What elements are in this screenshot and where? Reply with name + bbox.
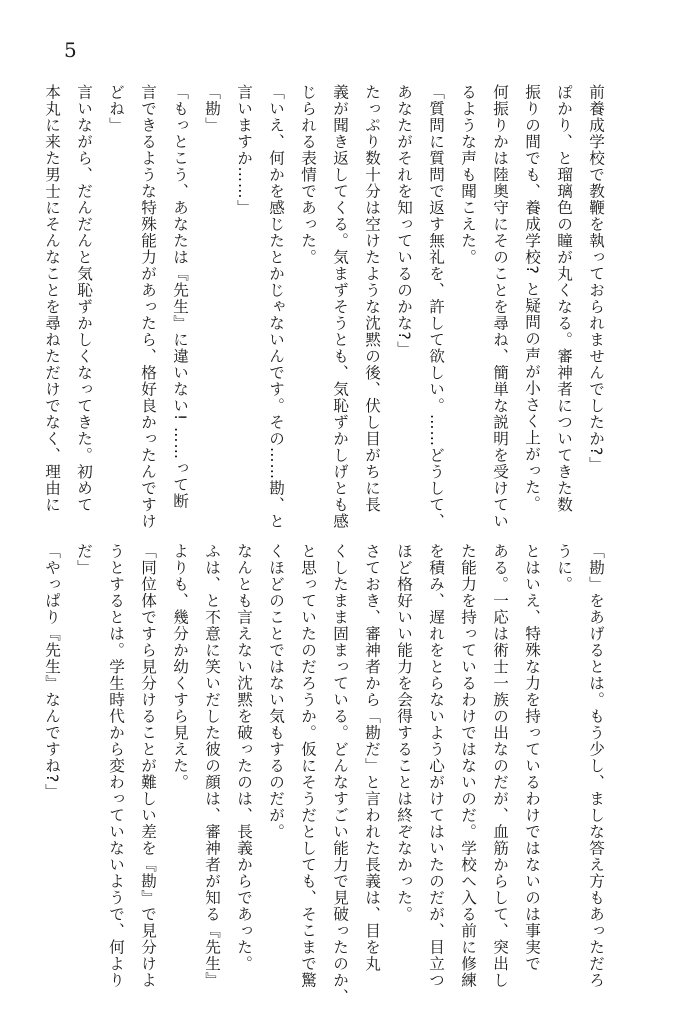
text-line: 言いますか……」: [235, 84, 253, 216]
text-line: ある。一応は術士一族の出なのだが、血筋からして、突出し: [491, 543, 509, 989]
text-line: るような声も聞こえた。: [459, 84, 477, 266]
text-line: 振りの間でも、養成学校? と疑問の声が小さく上がった。: [523, 84, 541, 512]
text-line: 言できるような特殊能力があったら、格好良かったんですけ: [139, 84, 157, 530]
text-line: 「やっぱり『先生』なんですね?」: [43, 543, 61, 800]
text-line: うとするとは。学生時代から変わっていないようで、何より: [107, 543, 125, 989]
text-line: じられる表情であった。: [299, 84, 317, 266]
text-line: とはいえ、特殊な力を持っているわけではないのは事実で: [523, 543, 541, 972]
text-line: 義が聞き返してくる。気まずそうとも、気恥ずかしげとも感: [331, 84, 349, 530]
text-line: くほどのことではない気もするのだが。: [267, 543, 285, 840]
text-line: ぽかり、と瑠璃色の瞳が丸くなる。審神者についてきた数: [555, 84, 573, 513]
text-line: を積み、遅れをとらないよう心がけてはいたのだが、目立つ: [427, 543, 445, 989]
text-line: 前養成学校で教鞭を執っておられませんでしたか?」: [587, 84, 605, 473]
text-line: た能力を持っているわけではないのだ。学校へ入る前に修練: [459, 543, 477, 989]
text-line: くしたまま固まっている。どんなすごい能力で見破ったのか、: [331, 543, 349, 1005]
text-line: 「質問に質問で返す無礼を、許して欲しい。……どうして、: [427, 84, 445, 530]
upper-text-column: [43, 84, 612, 530]
text-line: 何振りかは陸奥守にそのことを尋ね、簡単な説明を受けてい: [491, 84, 509, 530]
lower-text-column: [43, 543, 612, 1005]
text-line: よりも、幾分か幼くすら見えた。: [171, 543, 189, 791]
text-line: ふは、と不意に笑いだした彼の顔は、審神者が知る『先生』: [203, 543, 221, 989]
text-line: たっぷり数十分は空けたような沈黙の後、伏し目がちに長: [363, 84, 381, 513]
page-number: 5: [64, 38, 77, 62]
text-line: 「いえ、何かを感じたとかじゃないんです。その……勘、と: [267, 84, 285, 530]
text-line: 言いながら、だんだんと気恥ずかしくなってきた。初めて: [75, 84, 93, 513]
text-line: なんとも言えない沈黙を破ったのは、長義からであった。: [235, 543, 253, 972]
text-line: さておき、審神者から「勘だ」と言われた長義は、目を丸: [363, 543, 381, 972]
text-line: あなたがそれを知っているのかな?」: [395, 84, 413, 358]
text-line: 「もっとこう、あなたは『先生』に違いない! ……って断: [171, 84, 189, 510]
text-line: うに。: [555, 543, 573, 593]
text-line: 「同位体ですら見分けることが難しい差を『勘』で見分けよ: [139, 543, 157, 989]
text-line: と思っていたのだろうか。仮にそうだとしても、そこまで驚: [299, 543, 317, 989]
text-line: 本丸に来た男士にそんなことを尋ねただけでなく、理由に: [43, 84, 61, 513]
text-line: どね」: [107, 84, 125, 134]
text-line: だ」: [75, 543, 93, 576]
text-line: 「勘」をあげるとは。もう少し、ましな答え方もあっただろ: [587, 543, 605, 989]
text-line: ほど格好いい能力を会得することは終ぞなかった。: [395, 543, 413, 923]
text-line: 「勘」: [203, 84, 221, 134]
